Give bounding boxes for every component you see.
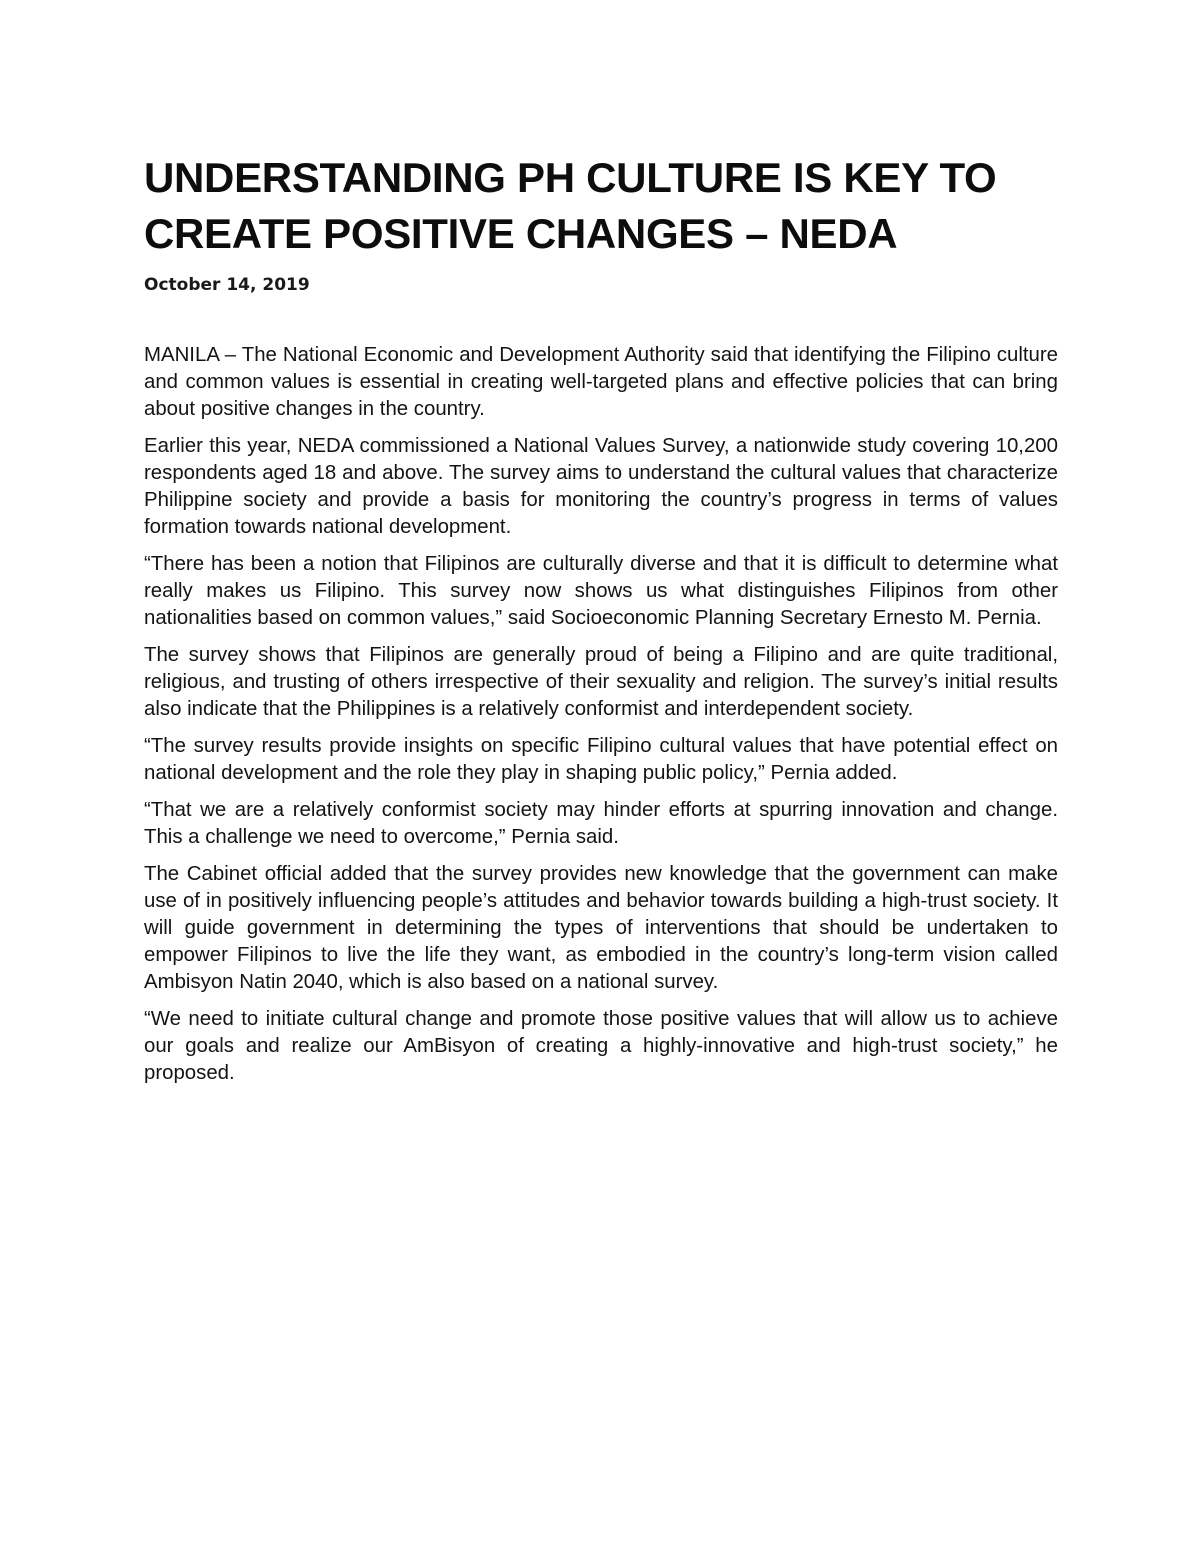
article-body bbox=[144, 342, 1058, 1087]
paragraph-8: “We need to initiate cultural change and promote those positive values that will allow us to achieve our goals and realize our AmBisyon of creating a highly-innovative and high-trust society,” he proposed. bbox=[144, 1008, 1058, 1084]
article bbox=[144, 150, 1058, 1097]
paragraph-1: MANILA – The National Economic and Development Authority said that identifying the Filipino culture and common values is essential in creating well-targeted plans and effective policies that can bring about positive changes in the country. bbox=[144, 344, 1058, 420]
article-title: UNDERSTANDING PH CULTURE IS KEY TO CREATE POSITIVE CHANGES – NEDA bbox=[144, 154, 997, 257]
paragraph-3: “There has been a notion that Filipinos are culturally diverse and that it is difficult to determine what really makes us Filipino. This survey now shows us what distinguishes Filipinos from other nationalities based on common values,” said Socioeconomic Planning Secretary Ernesto M. Pernia. bbox=[144, 553, 1058, 629]
article-date: October 14, 2019 bbox=[144, 275, 310, 295]
paragraph-6: “That we are a relatively conformist society may hinder efforts at spurring innovation and change. This a challenge we need to overcome,” Pernia said. bbox=[144, 799, 1058, 848]
paragraph-7: The Cabinet official added that the survey provides new knowledge that the government can make use of in positively influencing people’s attitudes and behavior towards building a high-trust society. It will guide government in determining the types of interventions that should be undertaken to empower Filipinos to live the life they want, as embodied in the country’s long-term vision called Ambisyon Natin 2040, which is also based on a national survey. bbox=[144, 863, 1058, 993]
paragraph-2: Earlier this year, NEDA commissioned a National Values Survey, a nationwide study covering 10,200 respondents aged 18 and above. The survey aims to understand the cultural values that characterize Philippine society and provide a basis for monitoring the country’s progress in terms of values formation towards national development. bbox=[144, 435, 1058, 538]
paragraph-5: “The survey results provide insights on specific Filipino cultural values that have potential effect on national development and the role they play in shaping public policy,” Pernia added. bbox=[144, 735, 1058, 784]
paragraph-4: The survey shows that Filipinos are generally proud of being a Filipino and are quite traditional, religious, and trusting of others irrespective of their sexuality and religion. The survey’s initial results also indicate that the Philippines is a relatively conformist and interdependent society. bbox=[144, 644, 1058, 720]
